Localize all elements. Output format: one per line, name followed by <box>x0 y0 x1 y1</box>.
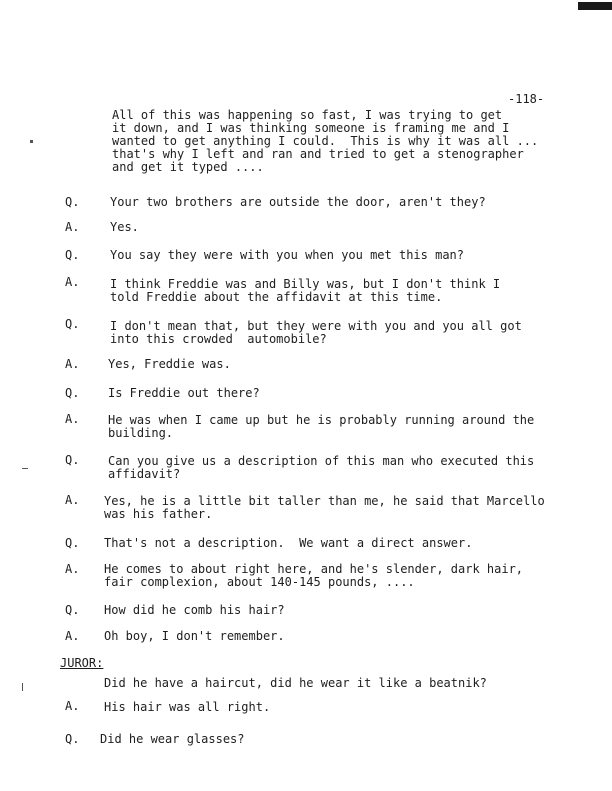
speaker-label: A. <box>65 629 80 643</box>
entry-text: Oh boy, I don't remember. <box>104 629 285 643</box>
speaker-label: Q. <box>65 536 80 550</box>
entry-line: I think Freddie was and Billy was, but I don't think I <box>110 277 501 291</box>
entry-text: That's not a description. We want a direct answer. <box>104 536 473 550</box>
speaker-label: A. <box>65 562 80 576</box>
page-number: -118- <box>508 92 545 106</box>
speaker-label: Q. <box>65 453 80 467</box>
scan-speck <box>22 468 28 469</box>
entry-line: fair complexion, about 140-145 pounds, .... <box>104 575 415 589</box>
juror-label: JUROR: <box>60 656 104 670</box>
entry-line: building. <box>108 426 174 440</box>
speaker-label: A. <box>65 493 80 507</box>
juror-question: Did he have a haircut, did he wear it like a beatnik? <box>104 676 487 690</box>
speaker-label: Q. <box>65 603 80 617</box>
entry-line: Can you give us a description of this man who executed this <box>108 454 535 468</box>
entry-text <box>104 563 523 589</box>
speaker-label: Q. <box>65 248 80 262</box>
intro-paragraph <box>112 109 538 174</box>
entry-line: He was when I came up but he is probably running around the <box>108 413 535 427</box>
entry-text <box>110 278 500 304</box>
entry-text: How did he comb his hair? <box>104 603 285 617</box>
entry-line: told Freddie about the affidavit at this time. <box>110 290 443 304</box>
entry-line: He comes to about right here, and he's slender, dark hair, <box>104 562 524 576</box>
speaker-label: Q. <box>65 386 80 400</box>
intro-line: that's why I left and ran and tried to get a stenographer <box>112 147 524 161</box>
entry-line: I don't mean that, but they were with you and you all got <box>110 319 522 333</box>
entry-text: You say they were with you when you met this man? <box>110 248 465 262</box>
entry-text: Is Freddie out there? <box>108 386 260 400</box>
entry-text <box>108 455 534 481</box>
speaker-label: A. <box>65 412 80 426</box>
speaker-label: Q. <box>65 195 80 209</box>
scan-speck <box>22 683 23 691</box>
entry-text: Yes. <box>110 220 139 234</box>
intro-line: and get it typed .... <box>112 160 264 174</box>
entry-text: His hair was all right. <box>104 700 271 714</box>
speaker-label: Q. <box>65 317 80 331</box>
entry-text <box>110 320 522 346</box>
speaker-label: A. <box>65 275 80 289</box>
intro-line: All of this was happening so fast, I was trying to get <box>112 108 503 122</box>
entry-line: into this crowded automobile? <box>110 332 327 346</box>
entry-line: Yes, he is a little bit taller than me, he said that Marcello <box>104 494 545 508</box>
speaker-label: A. <box>65 699 80 713</box>
entry-text <box>108 414 534 440</box>
intro-line: wanted to get anything I could. This is why it was all ... <box>112 134 539 148</box>
scan-speck <box>30 140 33 143</box>
intro-line: it down, and I was thinking someone is framing me and I <box>112 121 510 135</box>
scan-edge-mark <box>578 2 612 10</box>
entry-line: was his father. <box>104 507 213 521</box>
speaker-label: Q. <box>65 732 80 746</box>
entry-line: affidavit? <box>108 467 181 481</box>
entry-text: Yes, Freddie was. <box>108 357 231 371</box>
entry-text <box>104 495 545 521</box>
speaker-label: A. <box>65 220 80 234</box>
entry-text: Your two brothers are outside the door, aren't they? <box>110 195 486 209</box>
speaker-label: A. <box>65 357 80 371</box>
entry-text: Did he wear glasses? <box>100 732 245 746</box>
